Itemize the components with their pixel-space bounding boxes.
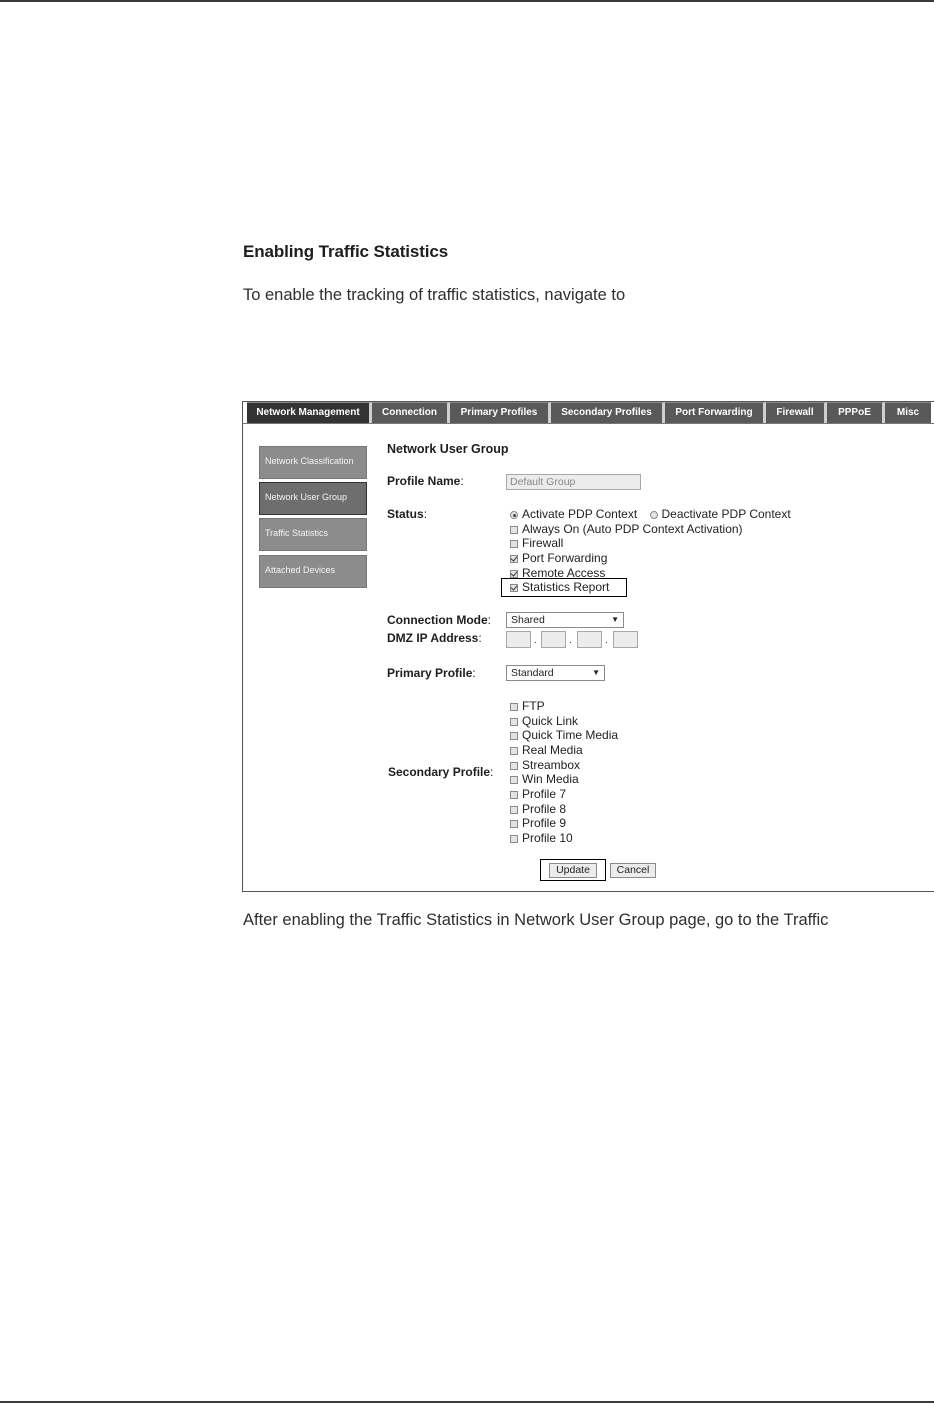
firewall-checkbox[interactable]: Firewall [510, 536, 563, 550]
checkbox-icon [510, 703, 518, 711]
dmz-ip-octet-1[interactable] [506, 631, 531, 648]
radio-off-icon [650, 511, 658, 519]
tab-misc[interactable]: Misc [885, 402, 931, 423]
secondary-profile-label: Secondary Profile: [388, 765, 494, 779]
tab-bar [243, 402, 934, 424]
secondary-profile-10[interactable]: Profile 10 [510, 831, 573, 845]
top-rule [0, 0, 934, 2]
tab-primary-profiles[interactable]: Primary Profiles [450, 402, 551, 423]
statistics-report-checkbox[interactable]: Statistics Report [510, 580, 609, 594]
secondary-profile-quick-time-media[interactable]: Quick Time Media [510, 728, 618, 742]
checkbox-icon [510, 806, 518, 814]
sidebar-item-network-classification[interactable]: Network Classification [259, 446, 367, 479]
checkbox-checked-icon [510, 570, 518, 578]
section-heading: Enabling Traffic Statistics [243, 242, 449, 261]
statistics-report-highlight [501, 578, 627, 597]
ip-separator: . [605, 635, 608, 646]
sidebar-item-attached-devices[interactable]: Attached Devices [259, 555, 367, 588]
dmz-ip-octet-2[interactable] [541, 631, 566, 648]
remote-access-checkbox[interactable]: Remote Access [510, 566, 605, 580]
tab-connection[interactable]: Connection [372, 402, 450, 423]
sidebar-item-traffic-statistics[interactable]: Traffic Statistics [259, 518, 367, 551]
dropdown-arrow-icon: ▼ [592, 668, 600, 677]
radio-on-icon [510, 511, 518, 519]
secondary-profile-7[interactable]: Profile 7 [510, 787, 566, 801]
checkbox-icon [510, 747, 518, 755]
checkbox-icon [510, 820, 518, 828]
form-title: Network User Group [387, 442, 509, 456]
update-button[interactable]: Update [549, 863, 597, 878]
connection-mode-select[interactable]: Shared ▼ [506, 612, 624, 628]
secondary-profile-quick-link[interactable]: Quick Link [510, 714, 578, 728]
checkbox-icon [510, 718, 518, 726]
router-screenshot [242, 401, 934, 892]
tab-port-forwarding[interactable]: Port Forwarding [665, 402, 766, 423]
deactivate-pdp-radio[interactable]: Deactivate PDP Context [650, 507, 791, 521]
dmz-ip-label: DMZ IP Address: [387, 631, 482, 645]
status-label: Status: [387, 507, 428, 521]
secondary-profile-ftp[interactable]: FTP [510, 699, 545, 713]
tab-network-management[interactable]: Network Management [247, 402, 372, 423]
always-on-checkbox[interactable]: Always On (Auto PDP Context Activation) [510, 522, 743, 536]
tab-pppoe[interactable]: PPPoE [827, 402, 885, 423]
tab-firewall[interactable]: Firewall [766, 402, 827, 423]
checkbox-checked-icon [510, 555, 518, 563]
cancel-button[interactable]: Cancel [610, 863, 656, 878]
checkbox-icon [510, 835, 518, 843]
checkbox-icon [510, 526, 518, 534]
primary-profile-select[interactable]: Standard ▼ [506, 665, 605, 681]
bottom-rule [0, 1401, 934, 1403]
profile-name-input[interactable]: Default Group [506, 474, 641, 490]
checkbox-icon [510, 732, 518, 740]
after-paragraph: After enabling the Traffic Statistics in Network User Group page, go to the Traffic [243, 911, 829, 929]
checkbox-icon [510, 540, 518, 548]
status-radio-group [510, 507, 791, 521]
secondary-profile-9[interactable]: Profile 9 [510, 816, 566, 830]
primary-profile-label: Primary Profile: [387, 666, 476, 680]
ip-separator: . [569, 635, 572, 646]
secondary-profile-8[interactable]: Profile 8 [510, 802, 566, 816]
profile-name-label: Profile Name: [387, 474, 464, 488]
tab-underline [243, 423, 934, 424]
port-forwarding-checkbox[interactable]: Port Forwarding [510, 551, 607, 565]
secondary-profile-win-media[interactable]: Win Media [510, 772, 579, 786]
activate-pdp-radio[interactable]: Activate PDP Context [510, 507, 637, 521]
checkbox-icon [510, 791, 518, 799]
dropdown-arrow-icon: ▼ [611, 615, 619, 624]
sidebar-item-network-user-group[interactable]: Network User Group [259, 482, 367, 515]
secondary-profile-real-media[interactable]: Real Media [510, 743, 583, 757]
connection-mode-label: Connection Mode: [387, 613, 492, 627]
checkbox-icon [510, 762, 518, 770]
dmz-ip-octet-4[interactable] [613, 631, 638, 648]
secondary-profile-streambox[interactable]: Streambox [510, 758, 580, 772]
checkbox-icon [510, 776, 518, 784]
tab-secondary-profiles[interactable]: Secondary Profiles [551, 402, 665, 423]
intro-paragraph: To enable the tracking of traffic statistics, navigate to [243, 286, 626, 304]
ip-separator: . [534, 635, 537, 646]
dmz-ip-octet-3[interactable] [577, 631, 602, 648]
